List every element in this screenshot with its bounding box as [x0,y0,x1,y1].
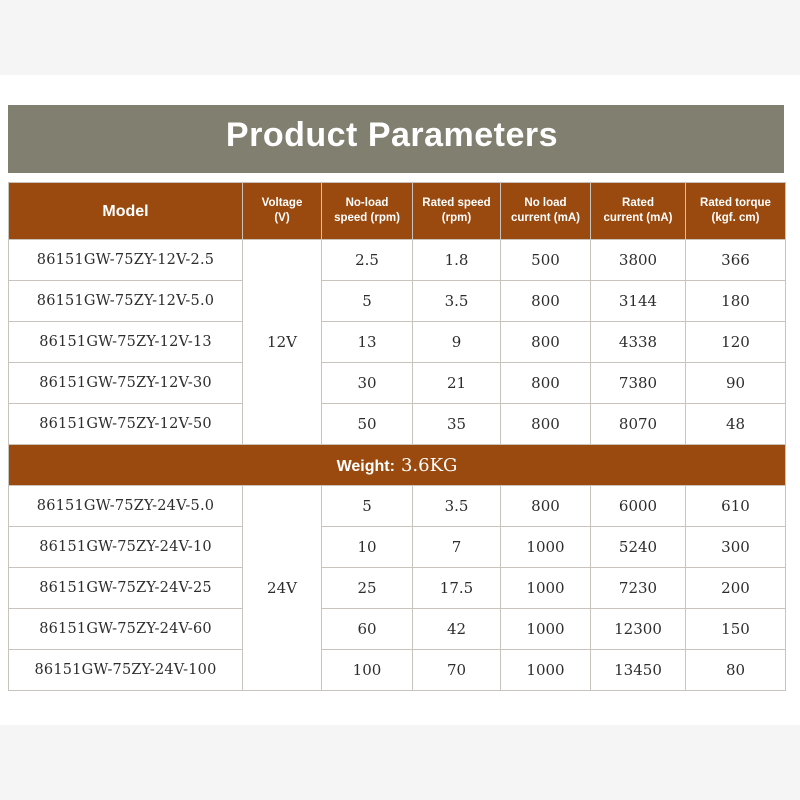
no-load-current-cell: 800 [501,486,591,527]
table-row [9,650,786,691]
table-row [9,404,786,445]
rated-torque-cell: 610 [686,486,786,527]
table-row [9,609,786,650]
rated-speed-cell: 21 [413,363,501,404]
rated-torque-cell: 300 [686,527,786,568]
no-load-speed-cell: 25 [322,568,413,609]
header-model: Model [9,183,243,240]
rated-speed-cell: 17.5 [413,568,501,609]
no-load-speed-cell: 13 [322,322,413,363]
rated-current-cell: 3800 [591,240,686,281]
no-load-speed-cell: 100 [322,650,413,691]
no-load-current-cell: 500 [501,240,591,281]
page-title: Product Parameters [225,115,559,154]
table-row [9,363,786,404]
rated-speed-cell: 70 [413,650,501,691]
model-cell: 86151GW-75ZY-12V-5.0 [9,281,243,322]
rated-speed-cell: 3.5 [413,486,501,527]
weight-label: Weight: [336,457,395,475]
rated-torque-cell: 120 [686,322,786,363]
no-load-current-cell: 1000 [501,568,591,609]
rated-current-cell: 8070 [591,404,686,445]
model-cell: 86151GW-75ZY-24V-60 [9,609,243,650]
model-cell: 86151GW-75ZY-12V-2.5 [9,240,243,281]
table-row [9,486,786,527]
no-load-speed-cell: 30 [322,363,413,404]
no-load-speed-cell: 5 [322,281,413,322]
no-load-speed-cell: 50 [322,404,413,445]
model-cell: 86151GW-75ZY-12V-13 [9,322,243,363]
rated-speed-cell: 7 [413,527,501,568]
no-load-current-cell: 800 [501,322,591,363]
weight-value: 3.6KG [400,454,458,476]
header-no-load-current: No load current (mA) [501,183,591,240]
no-load-current-cell: 1000 [501,650,591,691]
rated-torque-cell: 366 [686,240,786,281]
title-bar [8,105,784,173]
rated-torque-cell: 80 [686,650,786,691]
rated-current-cell: 4338 [591,322,686,363]
rated-torque-cell: 200 [686,568,786,609]
rated-current-cell: 7380 [591,363,686,404]
no-load-current-cell: 800 [501,363,591,404]
rated-current-cell: 3144 [591,281,686,322]
rated-speed-cell: 42 [413,609,501,650]
model-cell: 86151GW-75ZY-24V-10 [9,527,243,568]
rated-torque-cell: 150 [686,609,786,650]
header-rated-speed: Rated speed (rpm) [413,183,501,240]
header-rated-current: Rated current (mA) [591,183,686,240]
weight-cell [9,445,786,486]
voltage-cell-24v: 24V [243,486,322,691]
table-row [9,527,786,568]
table-row [9,322,786,363]
no-load-speed-cell: 60 [322,609,413,650]
header-no-load-speed: No-load speed (rpm) [322,183,413,240]
model-cell: 86151GW-75ZY-24V-100 [9,650,243,691]
no-load-speed-cell: 5 [322,486,413,527]
rated-torque-cell: 48 [686,404,786,445]
rated-current-cell: 7230 [591,568,686,609]
rated-speed-cell: 3.5 [413,281,501,322]
table-row [9,568,786,609]
rated-torque-cell: 180 [686,281,786,322]
no-load-current-cell: 1000 [501,609,591,650]
rated-current-cell: 6000 [591,486,686,527]
header-row [9,183,786,240]
no-load-current-cell: 800 [501,404,591,445]
no-load-current-cell: 800 [501,281,591,322]
voltage-cell-12v: 12V [243,240,322,445]
weight-row [9,445,786,486]
header-voltage: Voltage (V) [243,183,322,240]
rated-speed-cell: 9 [413,322,501,363]
model-cell: 86151GW-75ZY-12V-30 [9,363,243,404]
rated-current-cell: 13450 [591,650,686,691]
parameters-table [8,182,786,691]
rated-torque-cell: 90 [686,363,786,404]
model-cell: 86151GW-75ZY-24V-25 [9,568,243,609]
no-load-current-cell: 1000 [501,527,591,568]
rated-speed-cell: 35 [413,404,501,445]
no-load-speed-cell: 10 [322,527,413,568]
header-rated-torque: Rated torque (kgf. cm) [686,183,786,240]
no-load-speed-cell: 2.5 [322,240,413,281]
rated-current-cell: 12300 [591,609,686,650]
model-cell: 86151GW-75ZY-24V-5.0 [9,486,243,527]
model-cell: 86151GW-75ZY-12V-50 [9,404,243,445]
rated-current-cell: 5240 [591,527,686,568]
table-row [9,240,786,281]
rated-speed-cell: 1.8 [413,240,501,281]
table-row [9,281,786,322]
